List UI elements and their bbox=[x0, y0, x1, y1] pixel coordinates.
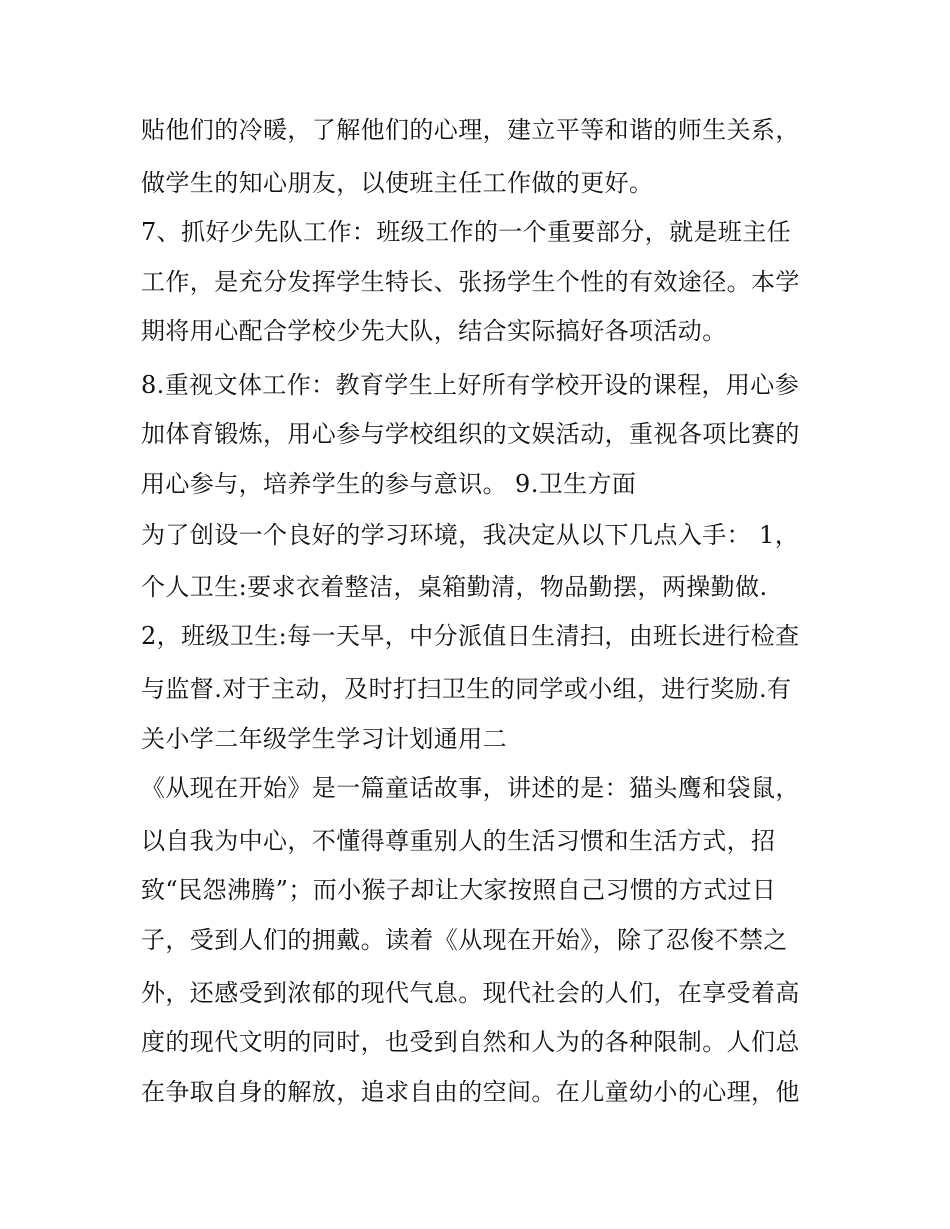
text-line-18: 外，还感受到浓郁的现代气息。现代社会的人们，在享受着高 bbox=[141, 979, 800, 1007]
text-line-2: 做学生的知心朋友，以使班主任工作做的更好。 bbox=[141, 169, 654, 197]
text-line-13: 关小学二年级学生学习计划通用二 bbox=[141, 725, 507, 753]
text-line-6: 8.重视文体工作：教育学生上好所有学校开设的课程，用心参 bbox=[141, 371, 800, 399]
text-line-16: 致“民怨沸腾”；而小猴子却让大家按照自己习惯的方式过日 bbox=[141, 876, 777, 904]
text-line-19: 度的现代文明的同时，也受到自然和人为的各种限制。人们总 bbox=[141, 1028, 800, 1056]
text-line-10: 个人卫生:要求衣着整洁，桌箱勤清，物品勤摆，两操勤做. bbox=[141, 573, 768, 601]
text-line-11: 2，班级卫生:每一天早，中分派值日生清扫，由班长进行检查 bbox=[141, 622, 800, 650]
text-line-9: 为了创设一个良好的学习环境，我决定从以下几点入手： 1， bbox=[141, 521, 800, 549]
text-line-12: 与监督.对于主动，及时打扫卫生的同学或小组，进行奖励.有 bbox=[141, 675, 792, 703]
text-line-5: 期将用心配合学校少先大队，结合实际搞好各项活动。 bbox=[141, 317, 727, 345]
text-line-17: 子，受到人们的拥戴。读着《从现在开始》，除了忍俊不禁之 bbox=[141, 926, 788, 954]
text-line-14: 《从现在开始》是一篇童话故事，讲述的是：猫头鹰和袋鼠， bbox=[141, 774, 800, 802]
text-line-15: 以自我为中心，不懂得尊重别人的生活习惯和生活方式，招 bbox=[141, 827, 776, 855]
text-line-1: 贴他们的冷暖，了解他们的心理，建立平等和谐的师生关系， bbox=[141, 116, 800, 144]
text-line-8: 用心参与，培养学生的参与意识。 9.卫生方面 bbox=[141, 470, 637, 498]
text-line-3: 7、抓好少先队工作：班级工作的一个重要部分，就是班主任 bbox=[141, 218, 792, 246]
text-line-7: 加体育锻炼，用心参与学校组织的文娱活动，重视各项比赛的 bbox=[141, 420, 800, 448]
text-line-20: 在争取自身的解放，追求自由的空间。在儿童幼小的心理，他 bbox=[141, 1078, 800, 1106]
text-line-4: 工作，是充分发挥学生特长、张扬学生个性的有效途径。本学 bbox=[141, 268, 800, 296]
